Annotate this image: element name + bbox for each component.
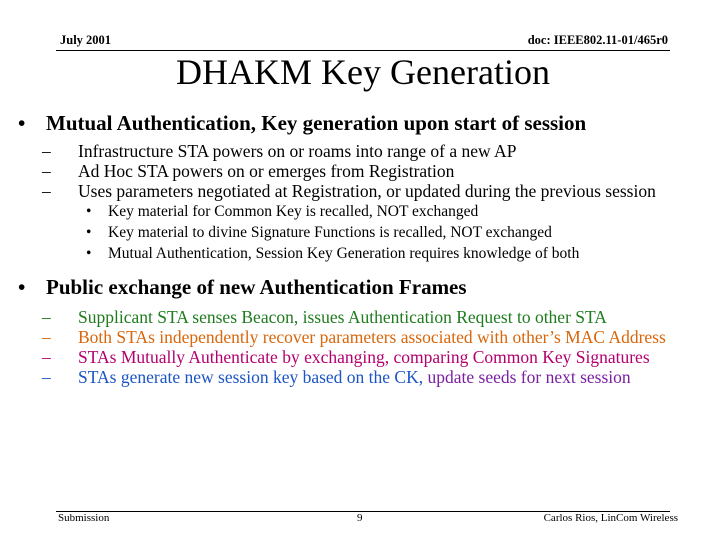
sub-item xyxy=(18,367,690,387)
header-doc-id: doc: IEEE802.11-01/465r0 xyxy=(527,33,668,47)
dash-mark: – xyxy=(42,307,51,327)
dash-mark: – xyxy=(42,347,51,367)
sub-item xyxy=(18,307,690,327)
sub-sub-item xyxy=(18,201,690,222)
bullet-dot: • xyxy=(86,224,92,241)
bullet-1-text: Mutual Authentication, Key generation upon start of session xyxy=(46,111,587,135)
header-date: July 2001 xyxy=(60,33,112,47)
sub-sub-item xyxy=(18,243,690,264)
dash-mark: – xyxy=(42,367,51,387)
footer-author: Carlos Rios, LinCom Wireless xyxy=(543,512,678,524)
page-number: 9 xyxy=(357,512,363,524)
sub-item-text: Uses parameters negotiated at Registration, or updated during the previous session xyxy=(78,181,656,201)
bullet-dot: • xyxy=(18,275,26,299)
sub-item-text: Infrastructure STA powers on or roams into range of a new AP xyxy=(78,141,517,161)
dash-mark: – xyxy=(42,161,51,181)
sub-item-text-part2: update seeds for next session xyxy=(427,367,631,387)
sub-item-text: Ad Hoc STA powers on or emerges from Registration xyxy=(78,161,455,181)
sub-item-text: STAs Mutually Authenticate by exchanging, comparing Common Key Signatures xyxy=(78,347,650,367)
bullet-dot: • xyxy=(18,111,26,135)
sub-item xyxy=(18,327,690,347)
dash-mark: – xyxy=(42,141,51,161)
sub-sub-item-text: Key material to divine Signature Functions is recalled, NOT exchanged xyxy=(108,224,552,241)
sub-item-text: Both STAs independently recover parameters associated with other’s MAC Address xyxy=(78,327,666,347)
bullet-1 xyxy=(18,110,690,136)
bullet-dot: • xyxy=(86,245,92,262)
dash-mark: – xyxy=(42,181,51,201)
footer-submission: Submission xyxy=(58,512,110,524)
sub-sub-item-text: Mutual Authentication, Session Key Generation requires knowledge of both xyxy=(108,245,580,262)
sub-sub-item xyxy=(18,222,690,243)
sub-item-text: Supplicant STA senses Beacon, issues Authentication Request to other STA xyxy=(78,307,607,327)
bullet-2-text: Public exchange of new Authentication Frames xyxy=(46,275,467,299)
sub-sub-item-text: Key material for Common Key is recalled, NOT exchanged xyxy=(108,203,479,220)
sub-item-text-part1: STAs generate new session key based on the CK, xyxy=(78,367,428,387)
sub-item xyxy=(18,181,690,201)
bullet-dot: • xyxy=(86,203,92,220)
sub-item xyxy=(18,347,690,367)
sub-item xyxy=(18,161,690,181)
slide-title: DHAKM Key Generation xyxy=(176,52,550,92)
bullet-2 xyxy=(18,274,690,300)
slide-body xyxy=(18,110,690,387)
sub-item xyxy=(18,141,690,161)
dash-mark: – xyxy=(42,327,51,347)
